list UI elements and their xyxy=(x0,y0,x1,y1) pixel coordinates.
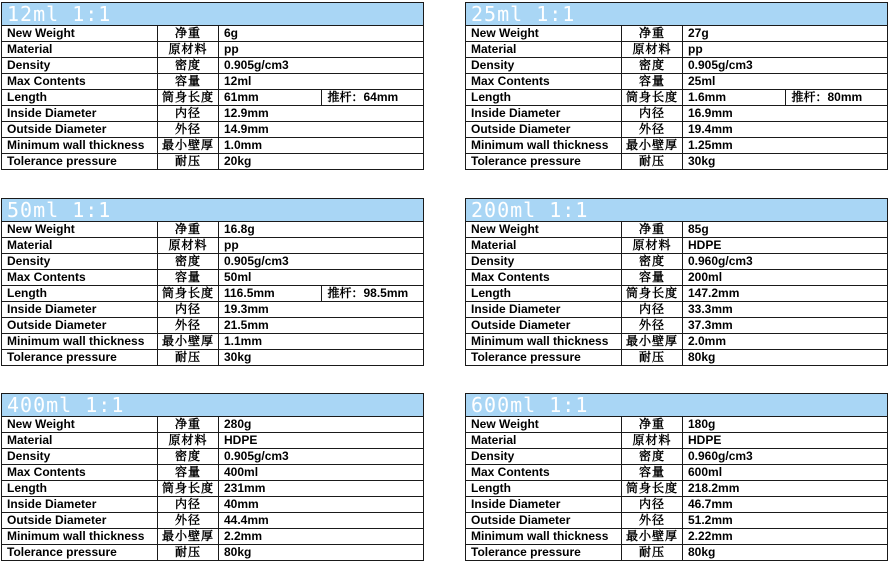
spec-label-cn: 最小壁厚 xyxy=(158,334,219,350)
spec-value: 1.25mm xyxy=(683,138,888,154)
spec-row xyxy=(2,513,424,529)
spec-value: 280g xyxy=(219,417,424,433)
spec-label: Density xyxy=(2,449,158,465)
spec-value: 19.3mm xyxy=(219,302,424,318)
spec-value: 37.3mm xyxy=(683,318,888,334)
spec-extra-value: 推杆：80mm xyxy=(785,90,888,106)
spec-label-cn: 原材料 xyxy=(158,238,219,254)
spec-table xyxy=(1,25,424,170)
spec-row xyxy=(466,90,888,106)
spec-row xyxy=(2,106,424,122)
spec-label: Inside Diameter xyxy=(2,497,158,513)
spec-label-cn: 筒身长度 xyxy=(622,481,683,497)
spec-row xyxy=(466,481,888,497)
spec-value: 30kg xyxy=(219,350,424,366)
spec-value: 0.960g/cm3 xyxy=(683,254,888,270)
spec-label: Max Contents xyxy=(2,270,158,286)
spec-row xyxy=(2,154,424,170)
spec-label: Tolerance pressure xyxy=(2,545,158,561)
spec-row xyxy=(466,513,888,529)
spec-label: Material xyxy=(2,42,158,58)
spec-label: New Weight xyxy=(466,417,622,433)
spec-label: Length xyxy=(466,481,622,497)
spec-value: HDPE xyxy=(683,238,888,254)
spec-label: Density xyxy=(466,254,622,270)
spec-value: 600ml xyxy=(683,465,888,481)
spec-label-cn: 耐压 xyxy=(158,545,219,561)
spec-value: 61mm xyxy=(219,90,322,106)
spec-label: Tolerance pressure xyxy=(466,350,622,366)
spec-label-cn: 外径 xyxy=(622,513,683,529)
spec-row xyxy=(466,286,888,302)
spec-label: Material xyxy=(466,42,622,58)
spec-value: 218.2mm xyxy=(683,481,888,497)
spec-row xyxy=(2,465,424,481)
spec-label-cn: 容量 xyxy=(622,270,683,286)
spec-label-cn: 筒身长度 xyxy=(158,90,219,106)
spec-label: New Weight xyxy=(2,26,158,42)
spec-label: Tolerance pressure xyxy=(466,545,622,561)
spec-label: Length xyxy=(466,286,622,302)
spec-row xyxy=(466,465,888,481)
spec-label: New Weight xyxy=(2,222,158,238)
spec-row xyxy=(2,497,424,513)
spec-label-cn: 筒身长度 xyxy=(622,286,683,302)
spec-row xyxy=(2,350,424,366)
spec-row xyxy=(466,122,888,138)
spec-label-cn: 净重 xyxy=(622,222,683,238)
spec-row xyxy=(2,545,424,561)
card-title: 25ml 1:1 xyxy=(465,2,888,25)
spec-label-cn: 外径 xyxy=(158,122,219,138)
spec-card-200ml xyxy=(465,198,888,366)
spec-row xyxy=(466,138,888,154)
spec-value: 0.905g/cm3 xyxy=(683,58,888,74)
spec-value: 0.960g/cm3 xyxy=(683,449,888,465)
spec-row xyxy=(2,270,424,286)
spec-label-cn: 净重 xyxy=(158,222,219,238)
spec-value: 20kg xyxy=(219,154,424,170)
spec-row xyxy=(2,222,424,238)
spec-table xyxy=(465,221,888,366)
spec-label-cn: 外径 xyxy=(622,122,683,138)
spec-value: 50ml xyxy=(219,270,424,286)
spec-label: Outside Diameter xyxy=(466,513,622,529)
spec-row xyxy=(466,58,888,74)
spec-label-cn: 筒身长度 xyxy=(158,286,219,302)
spec-row xyxy=(2,481,424,497)
spec-value: 33.3mm xyxy=(683,302,888,318)
spec-row xyxy=(466,254,888,270)
spec-label-cn: 净重 xyxy=(158,417,219,433)
card-title: 12ml 1:1 xyxy=(1,2,424,25)
spec-label-cn: 外径 xyxy=(622,318,683,334)
spec-label: Density xyxy=(2,254,158,270)
spec-value: 51.2mm xyxy=(683,513,888,529)
spec-label: Max Contents xyxy=(2,465,158,481)
spec-table xyxy=(465,25,888,170)
spec-label-cn: 内径 xyxy=(158,302,219,318)
spec-label: Minimum wall thickness xyxy=(2,138,158,154)
spec-label-cn: 密度 xyxy=(622,254,683,270)
spec-row xyxy=(2,334,424,350)
spec-label: Density xyxy=(2,58,158,74)
spec-value: 46.7mm xyxy=(683,497,888,513)
spec-label: Outside Diameter xyxy=(2,513,158,529)
spec-label: Minimum wall thickness xyxy=(2,334,158,350)
spec-label: Material xyxy=(2,433,158,449)
spec-value: HDPE xyxy=(683,433,888,449)
spec-row xyxy=(2,529,424,545)
spec-value: pp xyxy=(683,42,888,58)
spec-row xyxy=(466,222,888,238)
spec-value: pp xyxy=(219,238,424,254)
spec-label: Inside Diameter xyxy=(2,106,158,122)
spec-value: 0.905g/cm3 xyxy=(219,254,424,270)
spec-row xyxy=(466,318,888,334)
spec-row xyxy=(2,254,424,270)
spec-row xyxy=(466,302,888,318)
spec-label: Density xyxy=(466,449,622,465)
spec-row xyxy=(2,74,424,90)
spec-row xyxy=(2,122,424,138)
spec-label: Length xyxy=(2,90,158,106)
spec-label: New Weight xyxy=(2,417,158,433)
spec-label: Max Contents xyxy=(2,74,158,90)
spec-extra-value: 推杆：64mm xyxy=(321,90,424,106)
spec-value: 44.4mm xyxy=(219,513,424,529)
spec-label-cn: 密度 xyxy=(158,449,219,465)
spec-label: Max Contents xyxy=(466,465,622,481)
spec-value: 2.22mm xyxy=(683,529,888,545)
spec-value: 116.5mm xyxy=(219,286,322,302)
spec-label-cn: 内径 xyxy=(622,497,683,513)
spec-row xyxy=(2,318,424,334)
spec-label-cn: 净重 xyxy=(622,417,683,433)
card-title: 600ml 1:1 xyxy=(465,393,888,416)
spec-label-cn: 容量 xyxy=(158,74,219,90)
spec-value: 1.0mm xyxy=(219,138,424,154)
spec-label: Density xyxy=(466,58,622,74)
spec-row xyxy=(466,74,888,90)
spec-label: Minimum wall thickness xyxy=(466,529,622,545)
spec-label: Length xyxy=(2,286,158,302)
spec-label-cn: 密度 xyxy=(622,449,683,465)
spec-label-cn: 原材料 xyxy=(622,238,683,254)
spec-label-cn: 密度 xyxy=(158,58,219,74)
spec-label: Max Contents xyxy=(466,270,622,286)
spec-value: 25ml xyxy=(683,74,888,90)
spec-row xyxy=(466,42,888,58)
spec-value: 19.4mm xyxy=(683,122,888,138)
spec-value: 2.2mm xyxy=(219,529,424,545)
spec-label: Outside Diameter xyxy=(2,122,158,138)
spec-label: Outside Diameter xyxy=(2,318,158,334)
spec-label-cn: 内径 xyxy=(622,106,683,122)
spec-label: Inside Diameter xyxy=(466,106,622,122)
spec-label: Tolerance pressure xyxy=(2,350,158,366)
spec-row xyxy=(466,529,888,545)
spec-label-cn: 容量 xyxy=(622,74,683,90)
spec-card-25ml xyxy=(465,2,888,170)
spec-label-cn: 容量 xyxy=(622,465,683,481)
spec-label: Max Contents xyxy=(466,74,622,90)
spec-label-cn: 容量 xyxy=(158,465,219,481)
spec-label-cn: 净重 xyxy=(158,26,219,42)
spec-table xyxy=(465,416,888,561)
spec-row xyxy=(466,106,888,122)
spec-row xyxy=(466,545,888,561)
card-title: 50ml 1:1 xyxy=(1,198,424,221)
spec-label-cn: 内径 xyxy=(158,106,219,122)
spec-value: 21.5mm xyxy=(219,318,424,334)
spec-label-cn: 原材料 xyxy=(158,42,219,58)
spec-row xyxy=(2,417,424,433)
spec-label: Outside Diameter xyxy=(466,122,622,138)
spec-row xyxy=(2,449,424,465)
spec-row xyxy=(2,26,424,42)
spec-label-cn: 内径 xyxy=(158,497,219,513)
spec-row xyxy=(466,433,888,449)
spec-label-cn: 筒身长度 xyxy=(622,90,683,106)
spec-value: 85g xyxy=(683,222,888,238)
spec-label-cn: 耐压 xyxy=(622,154,683,170)
spec-value: 400ml xyxy=(219,465,424,481)
spec-label-cn: 耐压 xyxy=(622,545,683,561)
spec-row xyxy=(466,417,888,433)
spec-label: Minimum wall thickness xyxy=(2,529,158,545)
spec-label: Length xyxy=(2,481,158,497)
spec-label-cn: 原材料 xyxy=(158,433,219,449)
spec-label-cn: 最小壁厚 xyxy=(622,334,683,350)
spec-card-400ml xyxy=(1,393,424,561)
spec-label: Minimum wall thickness xyxy=(466,138,622,154)
spec-label-cn: 耐压 xyxy=(622,350,683,366)
spec-row xyxy=(466,449,888,465)
spec-extra-value: 推杆：98.5mm xyxy=(321,286,424,302)
spec-row xyxy=(2,433,424,449)
spec-label-cn: 密度 xyxy=(622,58,683,74)
spec-value: 1.6mm xyxy=(683,90,786,106)
spec-value: 0.905g/cm3 xyxy=(219,58,424,74)
spec-row xyxy=(466,154,888,170)
spec-row xyxy=(466,238,888,254)
spec-value: 1.1mm xyxy=(219,334,424,350)
spec-value: 12.9mm xyxy=(219,106,424,122)
spec-value: 6g xyxy=(219,26,424,42)
spec-table xyxy=(1,416,424,561)
spec-row xyxy=(2,138,424,154)
spec-value: 180g xyxy=(683,417,888,433)
spec-value: 14.9mm xyxy=(219,122,424,138)
spec-label: Material xyxy=(466,433,622,449)
spec-row xyxy=(466,26,888,42)
spec-label: Inside Diameter xyxy=(2,302,158,318)
spec-label-cn: 耐压 xyxy=(158,154,219,170)
spec-label-cn: 原材料 xyxy=(622,42,683,58)
spec-label: Inside Diameter xyxy=(466,497,622,513)
spec-label: New Weight xyxy=(466,222,622,238)
spec-label-cn: 最小壁厚 xyxy=(158,138,219,154)
spec-row xyxy=(2,302,424,318)
spec-value: 231mm xyxy=(219,481,424,497)
spec-row xyxy=(2,286,424,302)
spec-label-cn: 净重 xyxy=(622,26,683,42)
spec-label: Tolerance pressure xyxy=(2,154,158,170)
spec-label: Tolerance pressure xyxy=(466,154,622,170)
spec-card-50ml xyxy=(1,198,424,366)
spec-row xyxy=(2,58,424,74)
spec-label-cn: 最小壁厚 xyxy=(622,138,683,154)
spec-label: Minimum wall thickness xyxy=(466,334,622,350)
spec-label-cn: 最小壁厚 xyxy=(622,529,683,545)
spec-value: 40mm xyxy=(219,497,424,513)
spec-label-cn: 最小壁厚 xyxy=(158,529,219,545)
spec-label-cn: 筒身长度 xyxy=(158,481,219,497)
spec-label: Length xyxy=(466,90,622,106)
spec-label: Inside Diameter xyxy=(466,302,622,318)
spec-value: 16.9mm xyxy=(683,106,888,122)
spec-label-cn: 内径 xyxy=(622,302,683,318)
spec-label-cn: 原材料 xyxy=(622,433,683,449)
spec-table xyxy=(1,221,424,366)
spec-label-cn: 耐压 xyxy=(158,350,219,366)
spec-row xyxy=(466,497,888,513)
spec-row xyxy=(2,42,424,58)
spec-value: 80kg xyxy=(683,545,888,561)
spec-label-cn: 外径 xyxy=(158,318,219,334)
spec-value: 30kg xyxy=(683,154,888,170)
spec-label-cn: 密度 xyxy=(158,254,219,270)
spec-label-cn: 外径 xyxy=(158,513,219,529)
spec-value: 147.2mm xyxy=(683,286,888,302)
spec-value: 27g xyxy=(683,26,888,42)
spec-value: HDPE xyxy=(219,433,424,449)
spec-row xyxy=(2,90,424,106)
card-title: 400ml 1:1 xyxy=(1,393,424,416)
spec-value: 0.905g/cm3 xyxy=(219,449,424,465)
spec-label: Material xyxy=(466,238,622,254)
spec-label: Material xyxy=(2,238,158,254)
card-title: 200ml 1:1 xyxy=(465,198,888,221)
spec-value: 200ml xyxy=(683,270,888,286)
spec-value: 80kg xyxy=(219,545,424,561)
spec-value: 80kg xyxy=(683,350,888,366)
spec-label: New Weight xyxy=(466,26,622,42)
spec-value: 2.0mm xyxy=(683,334,888,350)
spec-label: Outside Diameter xyxy=(466,318,622,334)
spec-value: 16.8g xyxy=(219,222,424,238)
spec-row xyxy=(466,350,888,366)
spec-row xyxy=(466,270,888,286)
spec-row xyxy=(2,238,424,254)
spec-card-12ml xyxy=(1,2,424,170)
spec-row xyxy=(466,334,888,350)
spec-value: pp xyxy=(219,42,424,58)
spec-card-600ml xyxy=(465,393,888,561)
spec-value: 12ml xyxy=(219,74,424,90)
spec-label-cn: 容量 xyxy=(158,270,219,286)
